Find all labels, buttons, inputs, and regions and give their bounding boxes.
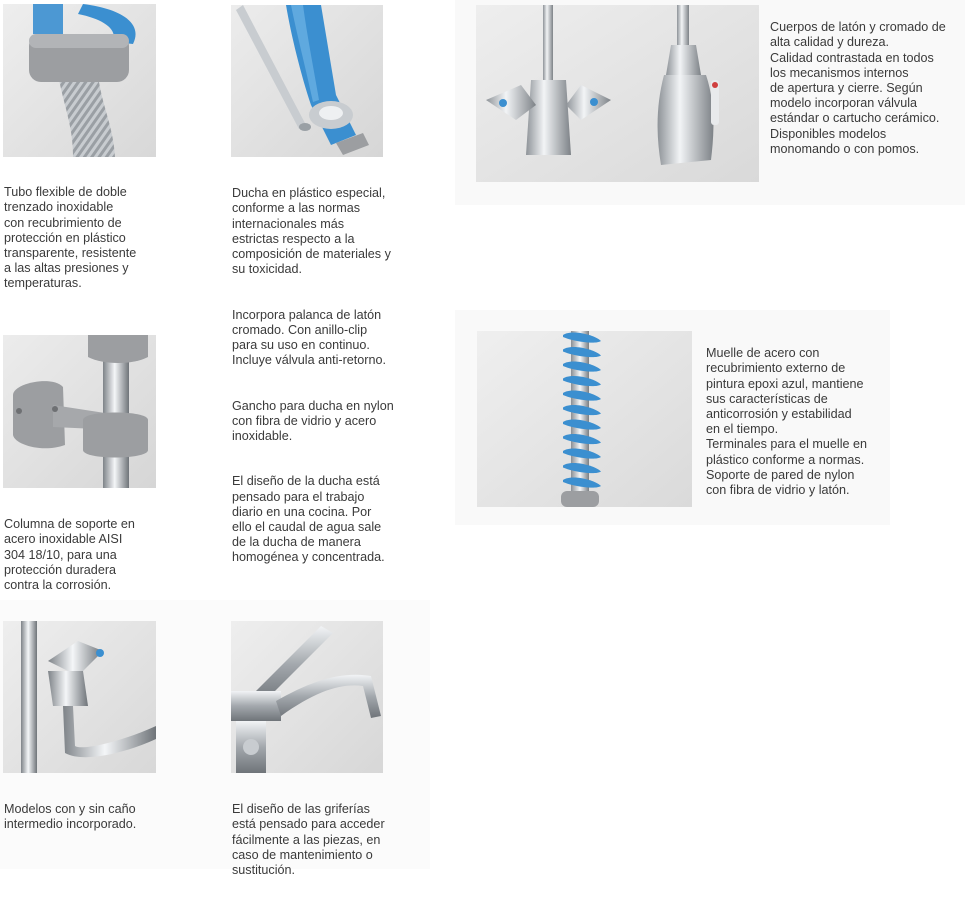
lever-tap-photo: [231, 621, 383, 773]
lever-tap-caption: [232, 787, 385, 908]
tap-bodies-caption: [770, 5, 946, 187]
caption-paragraph: Incorpora palanca de latón cromado. Con anillo-clip para su uso en continuo. Incluye válvula anti-retorno.: [232, 307, 387, 368]
caption-paragraph: El diseño de la ducha está pensado para el trabajo diario en una cocina. Por ello el caudal de agua sale de la ducha de manera homogénea y concentrada.: [232, 474, 385, 565]
caption-paragraph: Muelle de acero con recubrimiento externo de pintura epoxi azul, mantiene sus características de anticorrosión y estabilidad en el tiempo. Terminales para el muelle en plástico conforme a normas. Soporte de pared de nylon con fibra de vidrio y latón.: [706, 346, 868, 498]
tap-bodies-photo: [476, 5, 759, 182]
caption-paragraph: El diseño de las griferías está pensado para acceder fácilmente a las piezas, en caso de mantenimiento o sustitución.: [232, 802, 385, 878]
spring-caption: [706, 331, 867, 528]
caption-paragraph: Modelos con y sin caño intermedio incorporado.: [4, 802, 137, 832]
caption-paragraph: Gancho para ducha en nylon con fibra de vidrio y acero inoxidable.: [232, 398, 394, 444]
spring-photo: [477, 331, 692, 507]
flexible-hose-photo: [3, 4, 156, 157]
flexible-hose-caption: [4, 170, 136, 322]
spout-models-caption: [4, 787, 136, 863]
support-column-photo: [3, 335, 156, 488]
caption-paragraph: Cuerpos de latón y cromado de alta calidad y dureza. Calidad contrastada en todos los mecanismos internos de apertura y cierre. Según modelo incorporan válvula estándar o cartucho cerámico. Disponibles modelos monomando o con pomos.: [770, 20, 946, 156]
support-column-caption: [4, 502, 135, 623]
spout-models-photo: [3, 621, 156, 773]
caption-paragraph: Columna de soporte en acero inoxidable AISI 304 18/10, para una protección duradera contra la corrosión.: [4, 517, 135, 593]
spray-head-caption: [232, 171, 394, 596]
spray-head-photo: [231, 5, 383, 157]
caption-paragraph: Tubo flexible de doble trenzado inoxidable con recubrimiento de protección en plástico transparente, resistente a las altas presiones y temperaturas.: [4, 185, 137, 291]
caption-paragraph: Ducha en plástico especial, conforme a las normas internacionales más estrictas respecto a la composición de materiales y su toxicidad.: [232, 186, 391, 277]
